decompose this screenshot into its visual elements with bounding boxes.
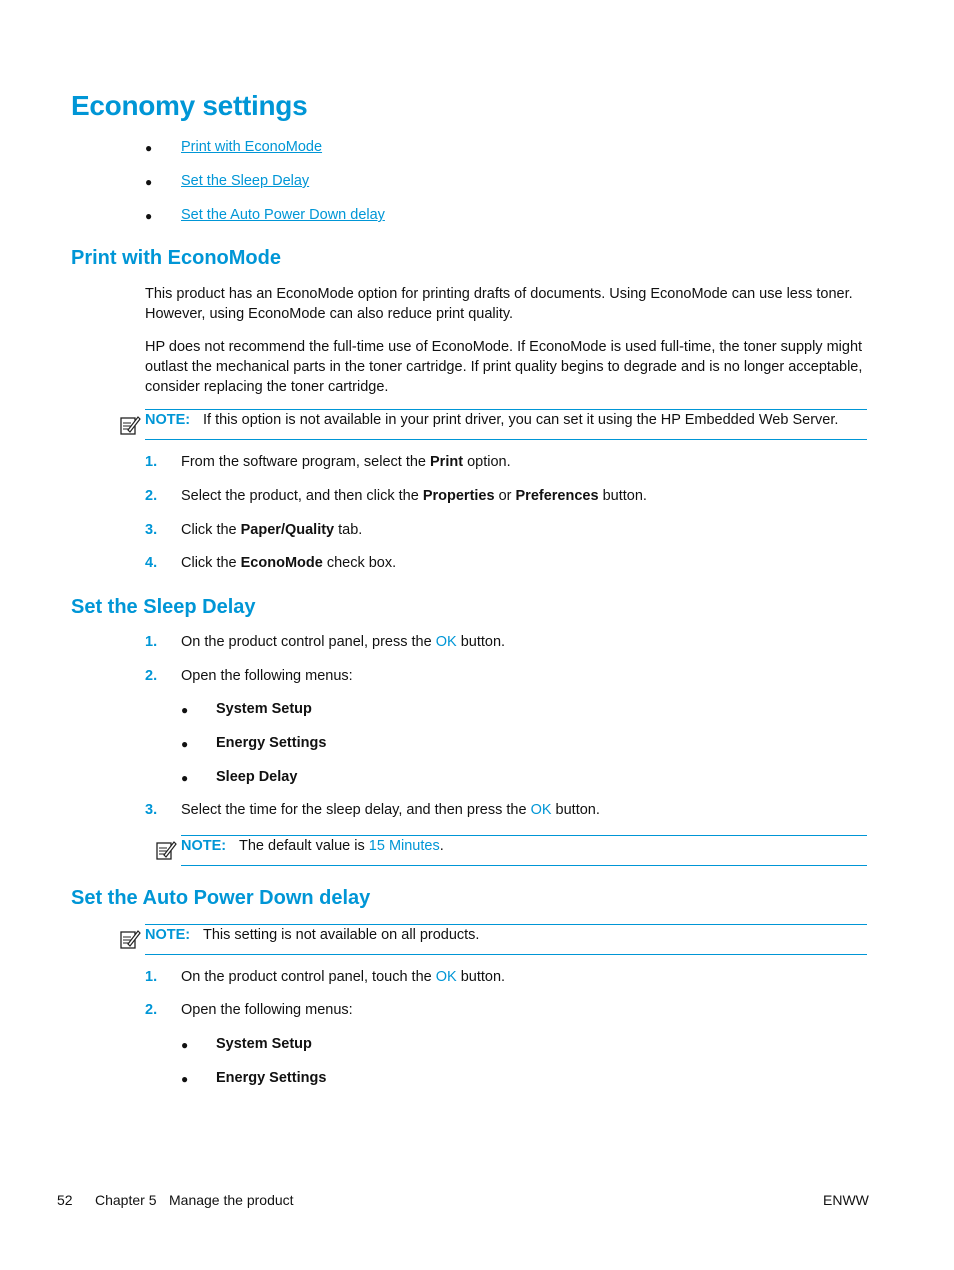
note-box [145,409,867,440]
step-text: Click the EconoMode check box. [181,555,397,571]
bullet-icon: ● [181,737,189,751]
doc-code: ENWW [823,1192,869,1208]
menu-item: System Setup [216,1036,312,1052]
menu-item: Sleep Delay [216,769,298,785]
toc-link-auto-power-down[interactable]: Set the Auto Power Down delay [181,207,385,223]
note-box [181,835,867,866]
note-text: This setting is not available on all products. [203,927,480,943]
step-number: 1. [145,454,158,470]
step-text: Open the following menus: [181,668,353,684]
section-heading-sleep-delay: Set the Sleep Delay [71,596,256,618]
note-text: The default value is 15 Minutes. [239,838,444,854]
section-heading-economode: Print with EconoMode [71,247,281,269]
step-text: On the product control panel, press the OK button. [181,634,506,650]
step-text: On the product control panel, touch the OK button. [181,969,506,985]
bullet-icon: ● [181,1072,189,1086]
menu-item: System Setup [216,701,312,717]
bullet-icon: ● [181,1038,189,1052]
chapter-title: Manage the product [169,1192,294,1208]
step-text: Click the Paper/Quality tab. [181,522,363,538]
menu-item: Energy Settings [216,735,327,751]
step-number: 2. [145,1002,158,1018]
bullet-icon: ● [145,175,153,189]
step-text: Select the product, and then click the Properties or Preferences button. [181,488,647,504]
note-label: NOTE: [145,927,191,943]
step-number: 2. [145,488,158,504]
toc-link-sleep-delay[interactable]: Set the Sleep Delay [181,173,310,189]
note-box [145,924,867,955]
menu-item: Energy Settings [216,1070,327,1086]
step-number: 3. [145,522,158,538]
bullet-icon: ● [145,209,153,223]
note-label: NOTE: [181,838,227,854]
paragraph: This product has an EconoMode option for printing drafts of documents. Using EconoMode can use less toner. However, using EconoMode can also reduce print quality. [145,286,853,322]
note-icon [155,839,177,861]
note-text: If this option is not available in your print driver, you can set it using the HP Embedded Web Server. [203,412,839,428]
step-text: Open the following menus: [181,1002,353,1018]
step-text: Select the time for the sleep delay, and then press the OK button. [181,802,600,818]
note-icon [119,928,141,950]
step-text: From the software program, select the Print option. [181,454,511,470]
note-label: NOTE: [145,412,191,428]
toc-link-economode[interactable]: Print with EconoMode [181,139,323,155]
step-number: 1. [145,634,158,650]
bullet-icon: ● [145,141,153,155]
paragraph: HP does not recommend the full-time use of EconoMode. If EconoMode is used full-time, the toner supply might outlast the mechanical parts in the toner cartridge. If print quality begins to degrade and is no longer acceptable, consider replacing the toner cartridge. [145,339,863,395]
chapter-label: Chapter 5 [95,1192,157,1208]
page-title: Economy settings [71,90,308,121]
bullet-icon: ● [181,771,189,785]
note-icon [119,414,141,436]
page-number: 52 [57,1192,73,1208]
step-number: 1. [145,969,158,985]
step-number: 4. [145,555,158,571]
step-number: 3. [145,802,158,818]
section-heading-auto-power-down: Set the Auto Power Down delay [71,887,371,909]
bullet-icon: ● [181,703,189,717]
step-number: 2. [145,668,158,684]
